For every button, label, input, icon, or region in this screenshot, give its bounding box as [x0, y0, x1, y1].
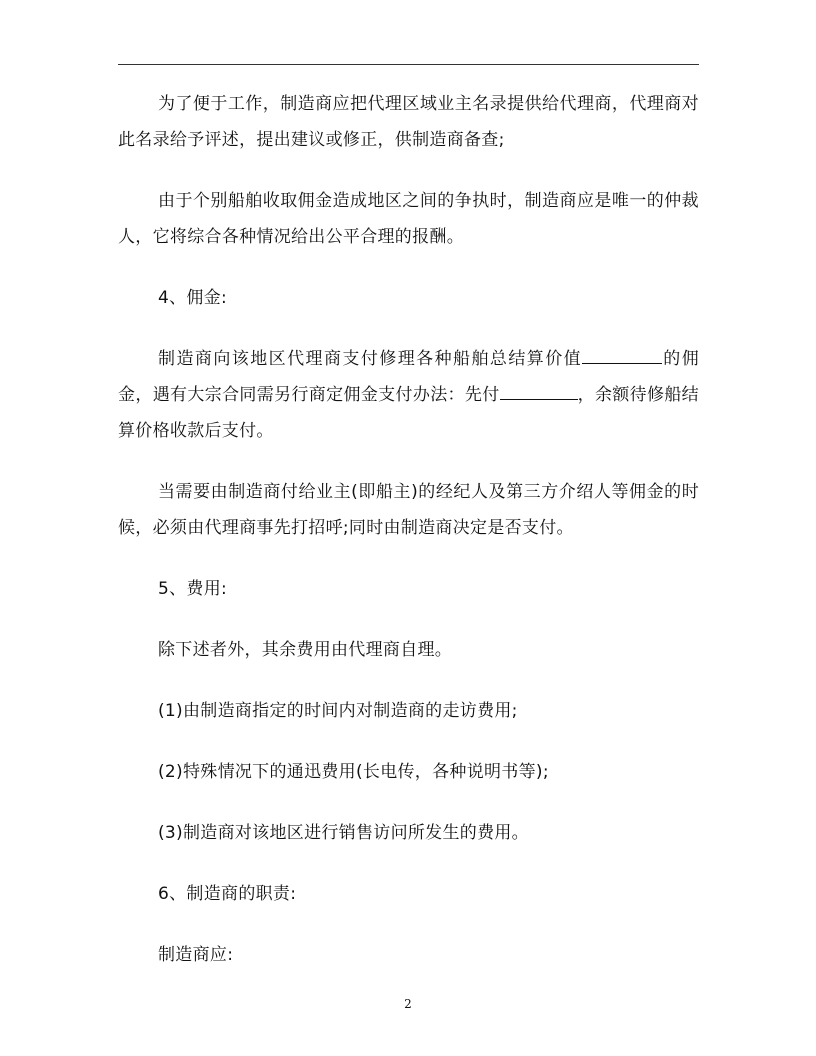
paragraph-expenses-intro: 除下述者外，其余费用由代理商自理。	[158, 640, 453, 660]
section-heading-manufacturer-duties: 6、制造商的职责:	[158, 884, 297, 904]
paragraph-commission-terms	[118, 341, 699, 449]
list-item-communication-expenses: (2)特殊情况下的通迅费用(长电传，各种说明书等);	[158, 762, 549, 782]
commission-text-part2: 的佣金，遇有大宗合同需另行商定佣金支付办法：先付	[118, 349, 699, 405]
advance-payment-blank[interactable]	[500, 379, 578, 400]
paragraph-owner-directory: 为了便于工作，制造商应把代理区域业主名录提供给代理商，代理商对此名录给予评述，提出建议或修正，供制造商备查;	[118, 94, 699, 150]
header-rule	[118, 64, 699, 65]
list-item-visit-expenses: (1)由制造商指定的时间内对制造商的走访费用;	[158, 701, 518, 721]
page-number: 2	[404, 997, 412, 1011]
paragraph-manufacturer-shall: 制造商应:	[158, 945, 234, 965]
commission-text-part3: ，余额待修船结算价格收款后支付。	[118, 385, 699, 441]
commission-rate-blank[interactable]	[582, 343, 662, 364]
document-body	[118, 86, 699, 998]
list-item-sales-visit-expenses: (3)制造商对该地区进行销售访问所发生的费用。	[158, 823, 529, 843]
paragraph-broker-commission: 当需要由制造商付给业主(即船主)的经纪人及第三方介绍人等佣金的时候，必须由代理商事先打招呼;同时由制造商决定是否支付。	[118, 482, 699, 538]
section-heading-expenses: 5、费用:	[158, 579, 228, 599]
commission-text-part1: 制造商向该地区代理商支付修理各种船舶总结算价值	[158, 349, 583, 369]
section-heading-commission: 4、佣金:	[158, 288, 228, 308]
paragraph-arbitration: 由于个别船舶收取佣金造成地区之间的争执时，制造商应是唯一的仲裁人，它将综合各种情况给出公平合理的报酬。	[118, 191, 699, 247]
